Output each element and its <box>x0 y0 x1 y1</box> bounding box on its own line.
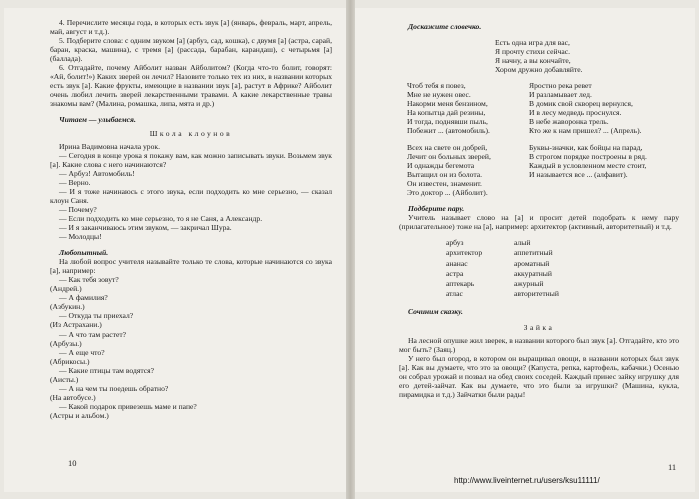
verse-line: И в лесу медведь проснулся. <box>529 108 622 118</box>
story-paragraph: У него был огород, в котором он выращивал овощи, в названии которых был звук [а]. Как вы думаете, что это за овощи? (Капуста, репка, картофель, кабачки.) Осенью он собрал урожай и позвал на обед своих соседей. Каждый принес зайку игрушку для его детей-зайчат. Как вы думаете, что это были за игрушки? (Машина, кукла, пирамидка и т.д.) Зайчатки были рады! <box>399 353 679 400</box>
verse-line: На копытца дай резины, <box>407 108 486 118</box>
verse-line: Каждый в условленном месте стоит, <box>529 160 647 170</box>
verse-line: Побежит ... (автомобиль). <box>407 126 490 136</box>
noun-cell: астра <box>446 268 464 278</box>
verse-april <box>529 81 669 135</box>
dialog-line: — А что там растет? <box>59 329 127 339</box>
adjective-cell: алый <box>514 237 531 247</box>
adjective-cell: ароматный <box>514 258 550 268</box>
dialog-line: — Какой подарок привезешь маме и папе? <box>59 401 197 411</box>
dialog-line: — А еще что? <box>59 347 105 357</box>
paragraph-words: 5. Подберите слова: с одним звуком [а] (арбуз, сад, кошка), с двумя [а] (астра, сарай, баран, краска, машина), с тремя [а] (рассада, барабан, карандаш), с четырьмя [а] (баллада). <box>50 36 332 64</box>
noun-cell: архитектор <box>446 248 483 258</box>
verse-line: Мне не нужен овес. <box>407 90 471 100</box>
verse-line: Всех на свете он добрей, <box>407 142 488 152</box>
verse-line: Есть одна игра для вас, <box>495 38 570 48</box>
noun-cell: арбуз <box>446 237 464 247</box>
story-line: — Молодцы! <box>59 232 102 242</box>
verse-line: Он известен, знаменит. <box>407 178 482 188</box>
verse-line: Я прочту стихи сейчас. <box>495 47 571 57</box>
adjective-cell: аппетитный <box>514 248 553 258</box>
adjective-cell: аккуратный <box>514 268 552 278</box>
verse-line: В небе жаворонка трель. <box>529 117 609 127</box>
section-title-compose-tale: Сочиним сказку. <box>408 306 463 316</box>
verse-line: Яростно река ревет <box>529 81 592 91</box>
story-title-clowns: Школа клоунов <box>149 128 233 138</box>
noun-cell: аптекарь <box>446 279 475 289</box>
noun-cell: атлас <box>446 289 463 299</box>
page-number-left: 10 <box>68 458 77 468</box>
story-paragraph: На лесной опушке жил зверек, в названии которого был звук [а]. Отгадайте, кто это мог быть? (Заяц.) <box>399 335 679 354</box>
right-page <box>355 8 695 492</box>
verse-line: В домик свой скворец вернулся, <box>529 99 633 109</box>
verse-line: Вытащил он из болота. <box>407 169 482 179</box>
verse-line: Чтоб тебя я повез, <box>407 81 466 91</box>
word-pairs-table <box>446 238 559 300</box>
verse-line: И тогда, поднявши пыль, <box>407 117 488 127</box>
verse-row-1 <box>407 81 679 135</box>
dialog-line: — А фамилия? <box>59 293 108 303</box>
adjective-cell: ажурный <box>514 279 544 289</box>
table-row <box>446 289 559 299</box>
story-line: — Почему? <box>59 204 97 214</box>
dialog-line: — Как тебя зовут? <box>59 275 119 285</box>
dialog-line: — Откуда ты приехал? <box>59 311 134 321</box>
dialog-answer: (Аисты.) <box>50 374 79 384</box>
section-title-read-smile: Читаем — улыбаемся. <box>59 115 136 125</box>
story-line: — И я заканчиваюсь этим звуком, — закричал Шура. <box>59 222 232 232</box>
section-title-finish-word: Доскажите словечко. <box>408 22 482 31</box>
noun-cell: ананас <box>446 258 468 268</box>
section-intro-pick-pair: Учитель называет слово на [а] и просит детей подобрать к нему пару (прилагательное) тоже на [а], например: архитектор (активный, авторитетный) и т.д. <box>399 212 679 231</box>
verse-line: Это доктор ... (Айболит). <box>407 187 488 197</box>
adjective-cell: авторитетный <box>514 289 559 299</box>
verse-line: И разламывает лед. <box>529 90 592 100</box>
verse-line: Кто же к нам пришел? ... (Апрель). <box>529 126 642 136</box>
dialog-answer: (Абрикосы.) <box>50 356 90 366</box>
section-title-curious: Любопытный. <box>59 248 109 258</box>
verse-line: В строгом порядке построены в ряд. <box>529 151 647 161</box>
story-line: — И я тоже начинаюсь с этого звука, если подходить ко мне серьезно, — сказал клоун Саня. <box>50 186 332 205</box>
page-number-right: 11 <box>668 462 677 472</box>
dialog-answer: (Из Астрахани.) <box>50 320 102 330</box>
verse-line: Я начну, а вы кончайте, <box>495 56 571 66</box>
left-page <box>4 8 346 492</box>
table-row <box>446 238 559 248</box>
paragraph-months: 4. Перечислите месяцы года, в которых есть звук [а] (январь, февраль, март, апрель, май, август и т.д.). <box>50 18 332 37</box>
table-row <box>446 269 559 279</box>
table-row <box>446 279 559 289</box>
dialog-line: — А на чем ты поедешь обратно? <box>59 383 169 393</box>
story-line: — Арбуз! Автомобиль! <box>59 168 135 178</box>
verse-row-2 <box>407 143 679 197</box>
story-line: Ирина Вадимовна начала урок. <box>59 141 160 151</box>
verse-line: Лечит он больных зверей, <box>407 151 491 161</box>
dialog-answer: (Андрей.) <box>50 284 82 294</box>
verse-line: И однажды бегемота <box>407 160 475 170</box>
verse-aibolit <box>407 143 527 197</box>
section-intro-curious: На любой вопрос учителя называйте только те слова, которые начинаются со звука [а], например: <box>50 257 332 276</box>
table-row <box>446 248 559 258</box>
watermark-url: http://www.liveinternet.ru/users/ksu11111/ <box>454 476 600 485</box>
paragraph-aibolit: 6. Отгадайте, почему Айболит назван Айболитом? (Когда что-то болит, говорят: «Ай, болит!») Каких зверей он лечил? Назовите только тех из них, в названии которых есть звук [а]. Какие фрукты, имеющие в названии звук [а], растут в Африке? Айболит очень любил лечить зверей лекарственными травами. А какие лекарственные травы знакомы вам? (Малина, ромашка, липа, мята и др.) <box>50 63 332 109</box>
dialog-answer: (Арбузы.) <box>50 338 82 348</box>
verse-line: И называется все ... (алфавит). <box>529 169 628 179</box>
verse-line: Хором дружно добавляйте. <box>495 65 583 75</box>
section-title-pick-pair: Подберите пару. <box>408 203 465 213</box>
intro-verse <box>495 38 679 74</box>
story-title-bunny: Зайка <box>523 322 555 332</box>
story-line: — Верно. <box>59 177 91 187</box>
dialog-answer: (На автобусе.) <box>50 392 96 402</box>
verse-line: Накорми меня бензином, <box>407 99 488 109</box>
dialog-answer: (Астры и альбом.) <box>50 410 109 420</box>
dialog-line: — Какие птицы там водятся? <box>59 365 154 375</box>
verse-alphabet <box>529 143 669 197</box>
story-line: — Если подходить ко мне серьезно, то я не Саня, а Александр. <box>59 213 263 223</box>
dialog-answer: (Азбукин.) <box>50 302 85 312</box>
verse-automobile <box>407 81 527 135</box>
book-gutter <box>346 0 355 499</box>
verse-line: Буквы-значки, как бойцы на парад, <box>529 142 643 152</box>
table-row <box>446 259 559 269</box>
story-line: — Сегодня в конце урока я покажу вам, как можно записывать звуки. Возьмем звук [а]. Какие слова с него начинаются? <box>50 150 332 169</box>
